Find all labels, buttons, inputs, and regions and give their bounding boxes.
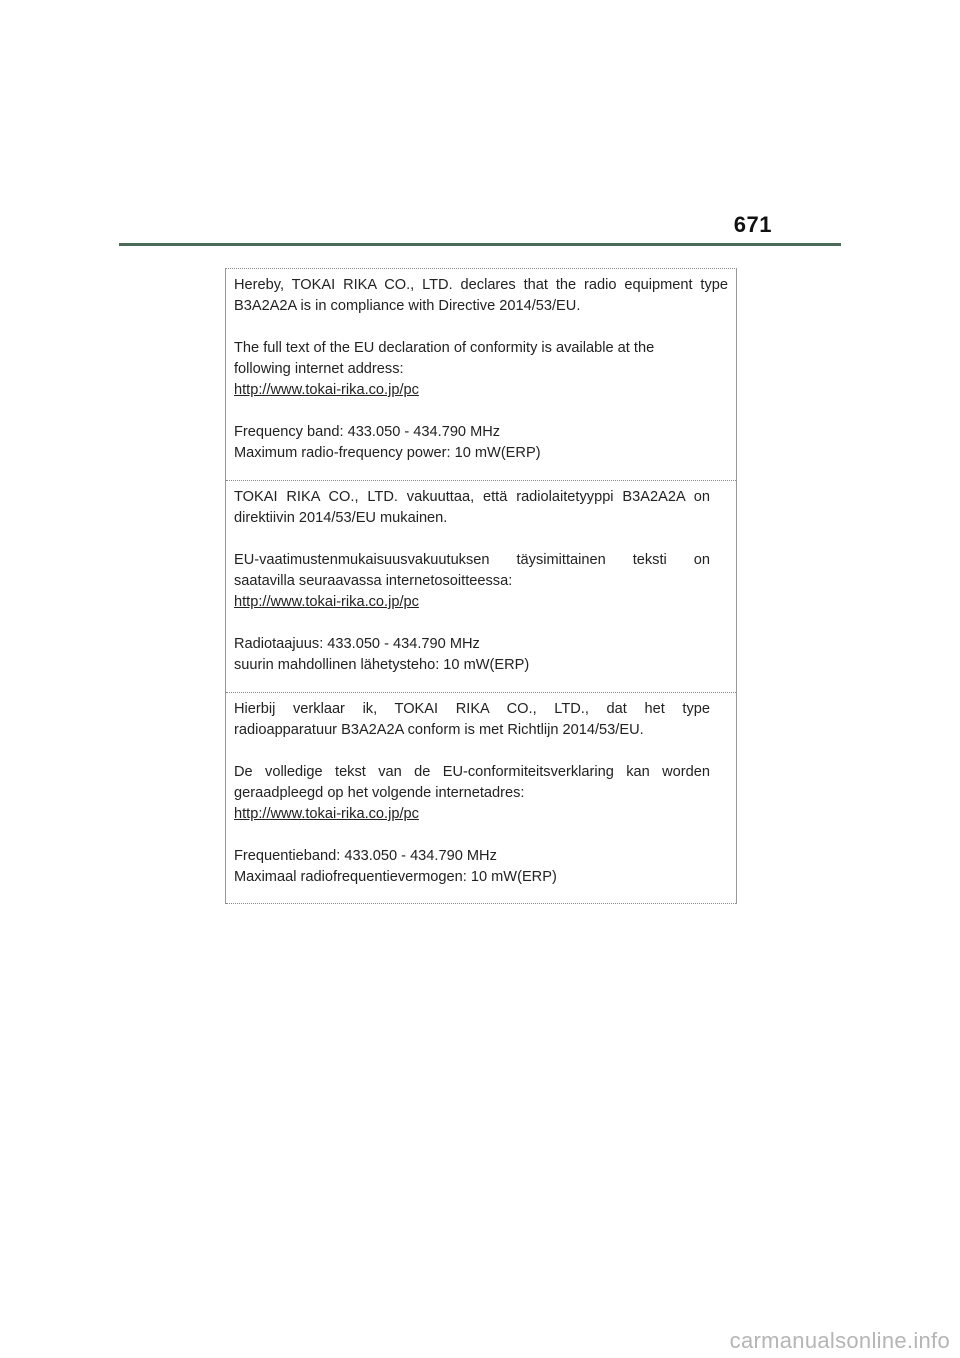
frequency-band: Radiotaajuus: 433.050 - 434.790 MHz [234, 636, 480, 652]
declaration-section-english [226, 269, 736, 481]
availability-line: EU-vaatimustenmukaisuusvakuutuksen täysimittainen teksti on [234, 552, 710, 568]
declaration-link[interactable]: http://www.tokai-rika.co.jp/pc [234, 382, 419, 398]
statement-line: direktiivin 2014/53/EU mukainen. [234, 510, 448, 526]
availability-line: saatavilla seuraavassa internetosoitteessa: [234, 573, 513, 589]
frequency-band: Frequency band: 433.050 - 434.790 MHz [234, 424, 501, 440]
declaration-section-dutch [226, 693, 736, 904]
declaration-link[interactable]: http://www.tokai-rika.co.jp/pc [234, 806, 419, 822]
statement-line: TOKAI RIKA CO., LTD. vakuuttaa, että radiolaitetyyppi B3A2A2A on [234, 489, 710, 505]
statement-line: radioapparatuur B3A2A2A conform is met Richtlijn 2014/53/EU. [234, 722, 644, 738]
statement-line: B3A2A2A is in compliance with Directive 2014/53/EU. [234, 298, 581, 314]
availability-line: following internet address: [234, 361, 404, 377]
availability-line: The full text of the EU declaration of conformity is available at the [234, 340, 655, 356]
max-power: Maximaal radiofrequentievermogen: 10 mW(ERP) [234, 869, 557, 885]
declaration-section-finnish [226, 481, 736, 693]
availability-line: De volledige tekst van de EU-conformiteitsverklaring kan worden [234, 764, 710, 780]
statement-line: Hereby, TOKAI RIKA CO., LTD. declares that the radio equipment type [234, 277, 728, 293]
max-power: Maximum radio-frequency power: 10 mW(ERP) [234, 445, 541, 461]
header-rule [119, 243, 841, 246]
frequency-band: Frequentieband: 433.050 - 434.790 MHz [234, 848, 497, 864]
page-number: 671 [733, 212, 772, 237]
declaration-box [225, 268, 737, 904]
availability-line: geraadpleegd op het volgende internetadres: [234, 785, 525, 801]
watermark: carmanualsonline.info [729, 1328, 950, 1353]
max-power: suurin mahdollinen lähetysteho: 10 mW(ERP) [234, 657, 530, 673]
declaration-link[interactable]: http://www.tokai-rika.co.jp/pc [234, 594, 419, 610]
statement-line: Hierbij verklaar ik, TOKAI RIKA CO., LTD., dat het type [234, 701, 710, 717]
